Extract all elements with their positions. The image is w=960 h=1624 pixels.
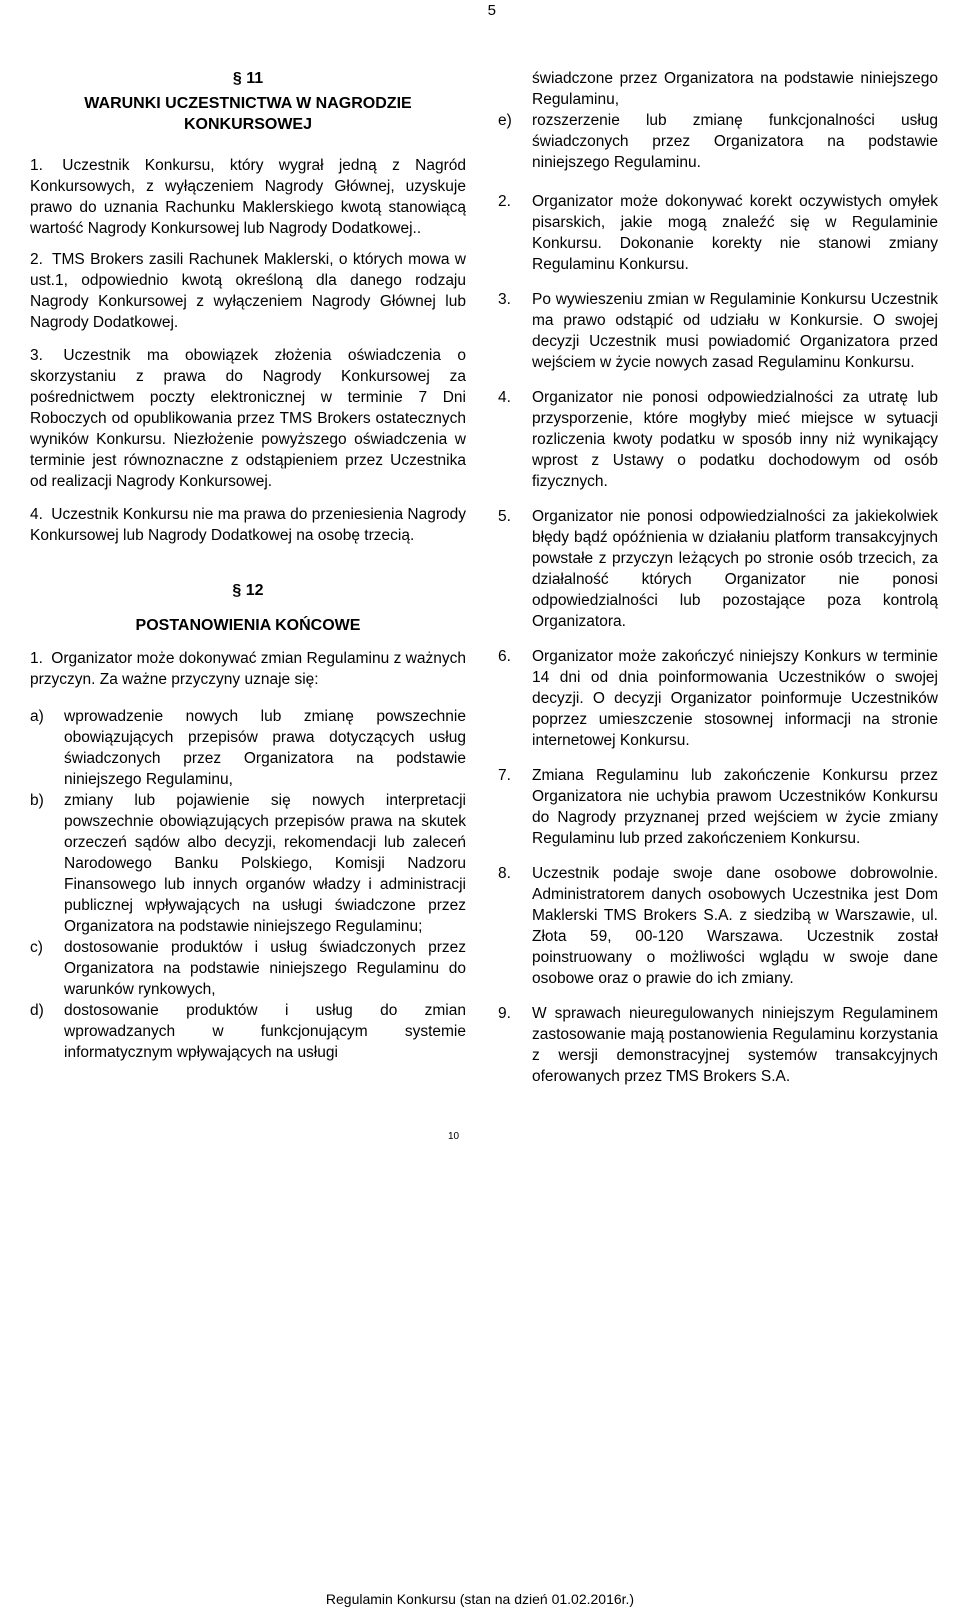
subitem-d <box>30 1000 466 1063</box>
item-number: 7. <box>498 767 511 784</box>
item-number: 4. <box>30 506 43 523</box>
item-number: 1. <box>30 650 43 667</box>
section-12-item-3 <box>498 289 938 373</box>
section-12-item-1 <box>30 648 466 690</box>
section-12-item-2 <box>498 191 938 275</box>
section-12-heading <box>30 580 466 636</box>
item-number: 5. <box>498 508 511 525</box>
subitem-a <box>30 706 466 790</box>
section-11-number: § 11 <box>232 70 264 87</box>
section-12-title: POSTANOWIENIA KOŃCOWE <box>135 617 361 634</box>
subitem-text: dostosowanie produktów i usług do zmian wprowadzanych w funkcjonującym systemie informatycznym wpływających na usługi <box>64 1002 466 1061</box>
item-text: Organizator może zakończyć niniejszy Konkurs w terminie 14 dni od dnia poinformowania Uczestników o swojej decyzji. O decyzji Organizator poinformuje Uczestników poprzez umieszczenie stosownej informacji na stronie internetowej Konkursu. <box>532 648 938 749</box>
subitem-c <box>30 937 466 1000</box>
subitem-d-continuation: świadczone przez Organizatora na podstawie niniejszego Regulaminu, <box>532 70 938 108</box>
section-11-item-1 <box>30 155 466 239</box>
item-text: Uczestnik Konkursu nie ma prawa do przeniesienia Nagrody Konkursowej lub Nagrody Dodatkowej na osobę trzecią. <box>30 506 467 544</box>
page-marker: 10 <box>448 1131 460 1142</box>
section-11-item-2 <box>30 249 466 333</box>
item-text: Uczestnik ma obowiązek złożenia oświadczenia o skorzystaniu z prawa do Nagrody Konkursowej za pośrednictwem poczty elektronicznej w terminie 7 Dni Roboczych od opublikowania przez TMS Brokers ostatecznych wyników Konkursu. Niezłożenie powyższego oświadczenia w terminie jest równoznaczne z odstąpieniem przez Uczestnika od realizacji Nagrody Konkursowej. <box>30 347 467 490</box>
left-column <box>30 68 466 1063</box>
item-text: Uczestnik Konkursu, który wygrał jedną z Nagród Konkursowych, z wyłączeniem Nagrody Głównej, uzyskuje prawo do uznania Rachunku Maklerskiego kwotą stanowiącą wartość Nagrody Konkursowej lub Nagrody Dodatkowej.. <box>30 157 467 237</box>
item-number: 4. <box>498 389 511 406</box>
subitem-letter: d) <box>30 1002 44 1019</box>
item-number: 8. <box>498 865 511 882</box>
subitem-letter: c) <box>30 939 43 956</box>
item-number: 3. <box>498 291 511 308</box>
item-number: 1. <box>30 157 43 174</box>
item-number: 6. <box>498 648 511 665</box>
subitem-text: rozszerzenie lub zmianę funkcjonalności usług świadczonych przez Organizatora na podstawie niniejszego Regulaminu. <box>532 112 938 171</box>
page-footer: Regulamin Konkursu (stan na dzień 01.02.2016r.) <box>325 1591 635 1607</box>
item-text: TMS Brokers zasili Rachunek Maklerski, o których mowa w ust.1, odpowiednio kwotą określoną dla danego rodzaju Nagrody Konkursowej z wyłączeniem Nagrody Głównej lub Nagrody Dodatkowej. <box>30 251 467 331</box>
item-text: Zmiana Regulaminu lub zakończenie Konkursu przez Organizatora nie uchybia prawom Uczestników Konkursu do Nagrody przyznanej przed wejściem w życie zmiany Regulaminu lub przed zakończeniem Konkursu. <box>532 767 938 847</box>
section-12-item-9 <box>498 1003 938 1087</box>
page-number: 5 <box>487 2 496 19</box>
section-11-heading <box>30 68 466 135</box>
section-12-number: § 12 <box>232 582 264 599</box>
section-12-item-5 <box>498 506 938 632</box>
subitem-text: dostosowanie produktów i usług świadczonych przez Organizatora na podstawie niniejszego Regulaminu do warunków rynkowych, <box>64 939 466 998</box>
subitem-e <box>498 110 938 173</box>
item-number: 2. <box>498 193 511 210</box>
section-12-item-8 <box>498 863 938 989</box>
section-12-item-4 <box>498 387 938 492</box>
item-text: Po wywieszeniu zmian w Regulaminie Konkursu Uczestnik ma prawo odstąpić od udziału w Konkursie. O swojej decyzji Uczestnik musi powiadomić Organizatora przed wejściem w życie nowych zasad Regulaminu Konkursu. <box>532 291 938 371</box>
subitem-letter: e) <box>498 112 512 129</box>
subitem-text: zmiany lub pojawienie się nowych interpretacji powszechnie obowiązujących przepisów prawa na skutek orzeczeń sądów albo decyzji, rekomendacji lub zaleceń Narodowego Banku Polskiego, Komisji Nadzoru Finansowego lub innych organów władzy i administracji publicznej wpływających na usługi świadczone przez Organizatora na podstawie niniejszego Regulaminu; <box>64 792 466 935</box>
item-text: Organizator może dokonywać zmian Regulaminu z ważnych przyczyn. Za ważne przyczyny uznaje się: <box>30 650 466 688</box>
section-11-title: WARUNKI UCZESTNICTWA W NAGRODZIE KONKURSOWEJ <box>84 95 412 133</box>
item-number: 3. <box>30 347 43 364</box>
section-12-item-6 <box>498 646 938 751</box>
item-number: 9. <box>498 1005 511 1022</box>
item-text: Organizator nie ponosi odpowiedzialności za utratę lub przysporzenie, które mogłyby mieć miejsce w sytuacji rozliczenia kwoty podatku w sposób inny niż wynikający wprost z Ustawy o podatku dochodowym od osób fizycznych. <box>532 389 938 490</box>
section-11-item-3 <box>30 345 466 492</box>
subitem-text: wprowadzenie nowych lub zmianę powszechnie obowiązujących przepisów prawa dotyczących usług świadczonych przez Organizatora na podstawie niniejszego Regulaminu, <box>64 708 466 788</box>
section-11-item-4 <box>30 504 466 546</box>
item-text: Organizator może dokonywać korekt oczywistych omyłek pisarskich, jakie mogą znaleźć się w Regulaminie Konkursu. Dokonanie korekty nie stanowi zmiany Regulaminu Konkursu. <box>532 193 938 273</box>
item-text: Uczestnik podaje swoje dane osobowe dobrowolnie. Administratorem danych osobowych Uczestnika jest Dom Maklerski TMS Brokers S.A. z siedzibą w Warszawie, ul. Złota 59, 00-120 Warszawa. Uczestnik został poinstruowany o możliwości wglądu w swoje dane osobowe oraz o prawie do ich zmiany. <box>532 865 938 987</box>
right-column <box>498 68 938 1101</box>
subitem-letter: a) <box>30 708 44 725</box>
item-number: 2. <box>30 251 43 268</box>
section-12-item-7 <box>498 765 938 849</box>
subitem-letter: b) <box>30 792 44 809</box>
item-text: Organizator nie ponosi odpowiedzialności za jakiekolwiek błędy bądź opóźnienia w działaniu platform transakcyjnych powstałe z przyczyn leżących po stronie osób trzecich, za działalność których Organizator nie ponosi odpowiedzialności lub pozostające poza kontrolą Organizatora. <box>532 508 938 630</box>
subitem-b <box>30 790 466 937</box>
item-text: W sprawach nieuregulowanych niniejszym Regulaminem zastosowanie mają postanowienia Regulaminu korzystania z wersji demonstracyjnej systemów transakcyjnych oferowanych przez TMS Brokers S.A. <box>532 1005 938 1085</box>
